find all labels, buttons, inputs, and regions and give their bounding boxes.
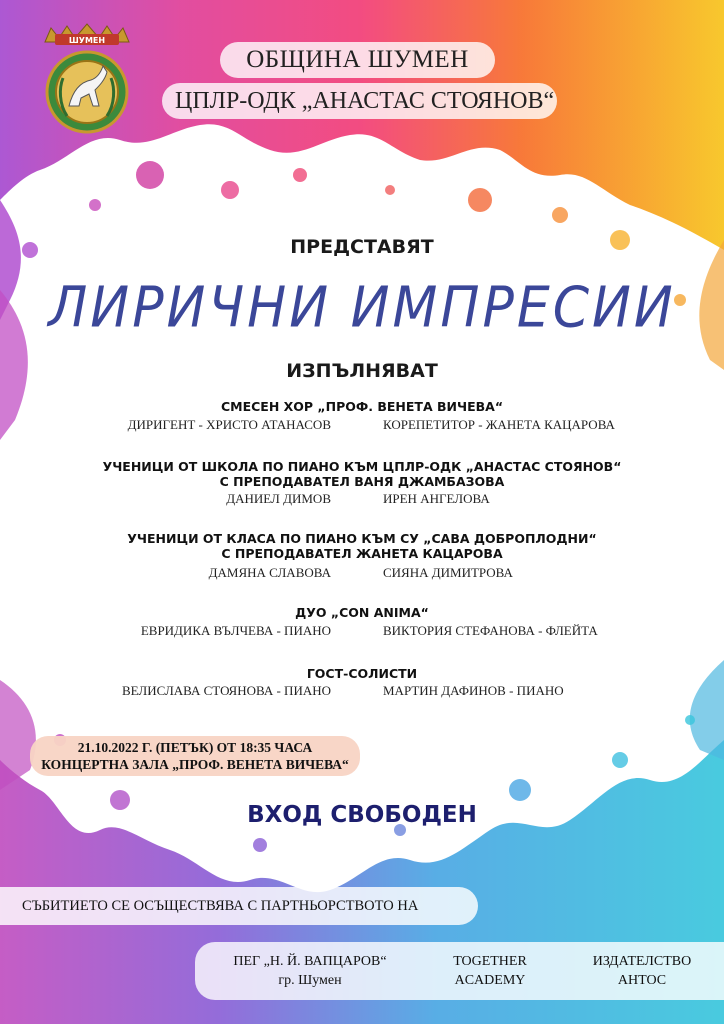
partner-school (215, 952, 405, 990)
logo-banner-text: ШУМЕН (68, 36, 106, 45)
group-1-left-name: ДИРИГЕНТ - ХРИСТО АТАНАСОВ (127, 417, 331, 432)
partner-academy-line2: ACADEMY (454, 973, 526, 988)
group-5-left-name: ВЕЛИСЛАВА СТОЯНОВА - ПИАНО (121, 683, 331, 698)
group-4-right-name: ВИКТОРИЯ СТЕФАНОВА - ФЛЕЙТА (383, 623, 598, 638)
partner-publisher-line2: АНТОС (617, 973, 667, 988)
performers-heading: ИЗПЪЛНЯВАТ (286, 360, 438, 382)
group-3-right-name: СИЯНА ДИМИТРОВА (383, 565, 513, 580)
event-details (30, 736, 360, 776)
event-datetime: 21.10.2022 Г. (ПЕТЪК) ОТ 18:35 ЧАСА (77, 740, 313, 755)
group-3-left-name: ДАМЯНА СЛАВОВА (208, 565, 331, 580)
concert-title: ЛИРИЧНИ ИМПРЕСИИ (48, 275, 676, 341)
center-label: ЦПЛР-ОДК „АНАСТАС СТОЯНОВ“ (162, 83, 557, 119)
group-3-title-line2: С ПРЕПОДАВАТЕЛ ЖАНЕТА КАЦАРОВА (221, 546, 503, 561)
group-2-title-line2: С ПРЕПОДАВАТЕЛ ВАНЯ ДЖАМБАЗОВА (219, 474, 505, 489)
event-venue: КОНЦЕРТНА ЗАЛА „ПРОФ. ВЕНЕТА ВИЧЕВА“ (41, 757, 349, 772)
group-3-title-line1: УЧЕНИЦИ ОТ КЛАСА ПО ПИАНО КЪМ СУ „САВА ДОБРОПЛОДНИ“ (127, 531, 597, 546)
admission-free: ВХОД СВОБОДЕН (247, 802, 477, 828)
group-5-title: ГОСТ-СОЛИСТИ (306, 666, 418, 681)
group-4-left-name: ЕВРИДИКА ВЪЛЧЕВА - ПИАНО (140, 623, 331, 638)
partnership-label: СЪБИТИЕТО СЕ ОСЪЩЕСТВЯВА С ПАРТНЬОРСТВОТО НА (0, 887, 478, 925)
shumen-coat-of-arms-icon (37, 20, 137, 140)
partner-publisher-line1: ИЗДАТЕЛСТВО (592, 954, 692, 969)
partner-together-academy (430, 952, 550, 990)
municipality-label: ОБЩИНА ШУМЕН (220, 42, 495, 78)
presents-heading: ПРЕДСТАВЯТ (290, 236, 434, 258)
group-5-right-name: МАРТИН ДАФИНОВ - ПИАНО (383, 683, 564, 698)
group-2-left-name: ДАНИЕЛ ДИМОВ (226, 491, 331, 506)
group-4-title: ДУО „CON ANIMA“ (295, 605, 429, 620)
group-1-right-name: КОРЕПЕТИТОР - ЖАНЕТА КАЦАРОВА (383, 417, 615, 432)
partner-publisher (572, 952, 712, 990)
group-1-title: СМЕСЕН ХОР „ПРОФ. ВЕНЕТА ВИЧЕВА“ (220, 399, 504, 414)
group-2-title-line1: УЧЕНИЦИ ОТ ШКОЛА ПО ПИАНО КЪМ ЦПЛР-ОДК „АНАСТАС СТОЯНОВ“ (102, 459, 622, 474)
partner-school-name: ПЕГ „Н. Й. ВАПЦАРОВ“ (233, 954, 387, 969)
partner-school-city: гр. Шумен (278, 973, 342, 988)
group-2-right-name: ИРЕН АНГЕЛОВА (383, 491, 490, 506)
partner-academy-line1: TOGETHER (453, 954, 527, 969)
